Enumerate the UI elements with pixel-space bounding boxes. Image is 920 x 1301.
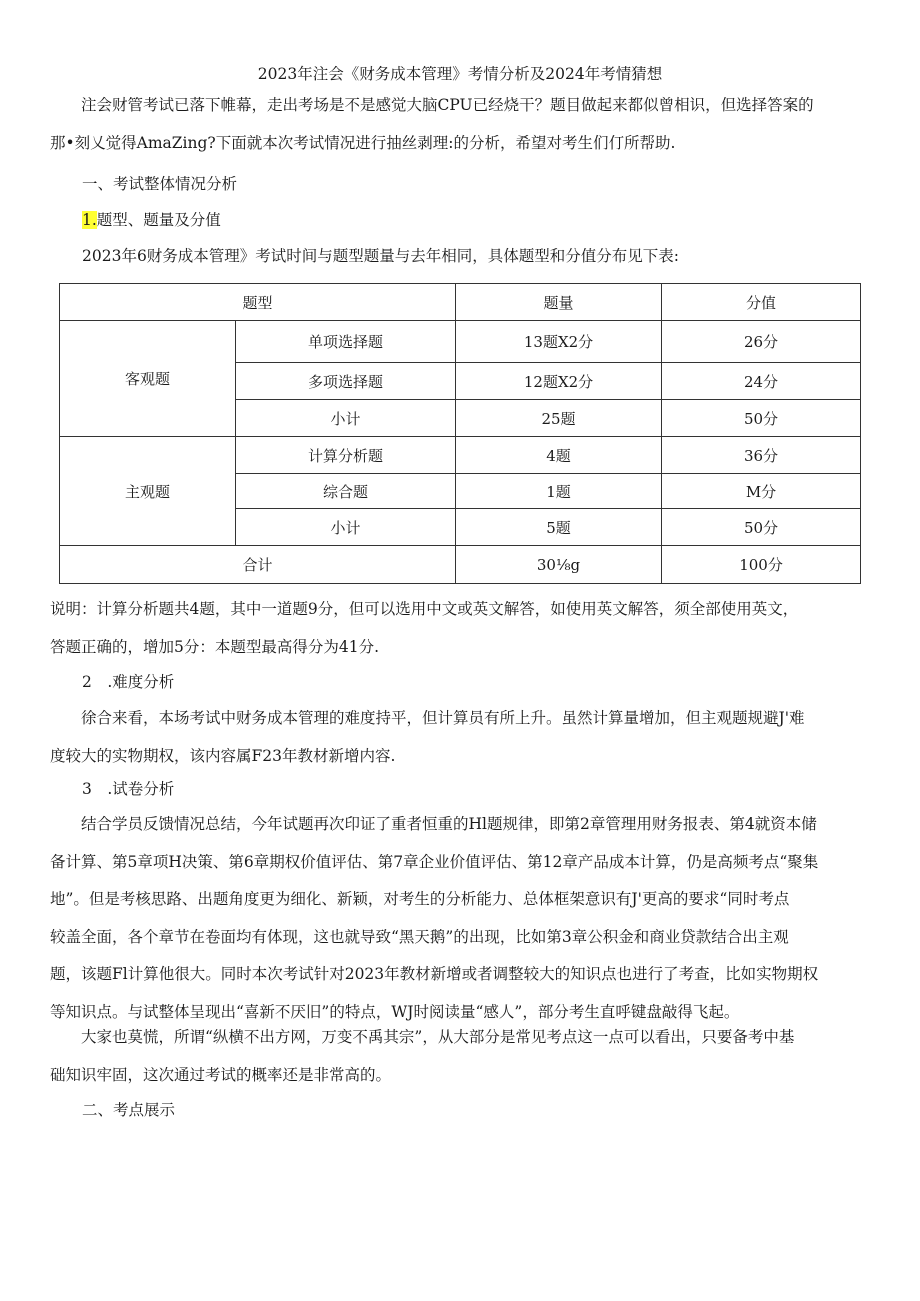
group-subjective: 主观题 bbox=[60, 437, 236, 546]
row-count: 13题X2分 bbox=[456, 321, 662, 363]
subheading-3: 3 .试卷分析 bbox=[82, 780, 175, 798]
note-line-2: 答题正确的，增加5分：本题型最高得分为41分. bbox=[50, 637, 380, 656]
row-count: 4题 bbox=[456, 437, 662, 474]
row-label: 单项选择题 bbox=[236, 321, 456, 363]
subheading-1 bbox=[82, 208, 221, 230]
closing-line-2: 础知识牢固，这次通过考试的概率还是非常高的。 bbox=[50, 1065, 392, 1084]
header-count: 题量 bbox=[456, 284, 662, 321]
analysis-line-4: 较盖全面，各个章节在卷面均有体现，这也就导致“黑天鹅”的出现，比如第3章公积金和商业贷款结合出主观 bbox=[50, 927, 789, 946]
note-line-1: 说明：计算分析题共4题，其中一道题9分，但可以选用中文或英文解答，如使用英文解答，须全部使用英文， bbox=[50, 600, 799, 618]
subheading-2: 2 .难度分析 bbox=[82, 673, 175, 691]
table-row bbox=[60, 437, 861, 474]
total-score: 100分 bbox=[662, 546, 861, 584]
row-label: 综合题 bbox=[236, 474, 456, 509]
header-score: 分值 bbox=[662, 284, 861, 321]
row-score: 50分 bbox=[662, 400, 861, 437]
subheading-1-description: 2023年6财务成本管理》考试时间与题型题量与去年相同，具体题型和分值分布见下表: bbox=[82, 247, 680, 265]
subheading-1-number: 1. bbox=[82, 211, 97, 229]
intro-line-1: 注会财管考试已落下帷幕，走出考场是不是感觉大脑CPU已经烧干？题目做起来都似曾相识，但选择答案的 bbox=[81, 96, 814, 114]
analysis-line-2: 备计算、第5章项H决策、第6章期权价值评估、第7章企业价值评估、第12章产品成本计算，仍是高频考点“聚集 bbox=[50, 852, 819, 871]
row-count: 1题 bbox=[456, 474, 662, 509]
row-count: 5题 bbox=[456, 509, 662, 546]
row-score: 36分 bbox=[662, 437, 861, 474]
intro-paragraph bbox=[50, 87, 876, 162]
analysis-line-5: 题，该题Fl计算他很大。同时本次考试针对2023年教材新增或者调整较大的知识点也进行了考查，比如实物期权 bbox=[50, 965, 819, 983]
group-objective: 客观题 bbox=[60, 321, 236, 437]
analysis-line-3: 地”。但是考核思路、出题角度更为细化、新颖，对考生的分析能力、总体框架意识有J'更高的要求“同时考点 bbox=[50, 890, 790, 908]
analysis-line-6: 等知识点。与试整体呈现出“喜新不厌旧”的特点，WJ时阅读量“感人”，部分考生直呼键盘敲得飞起。 bbox=[50, 1002, 740, 1021]
row-score: 50分 bbox=[662, 509, 861, 546]
total-count: 30⅛g bbox=[456, 546, 662, 584]
note-paragraph bbox=[50, 591, 876, 666]
exam-structure-table bbox=[59, 283, 861, 584]
closing-paragraph bbox=[50, 1019, 876, 1094]
difficulty-paragraph bbox=[50, 700, 876, 775]
header-type: 题型 bbox=[60, 284, 456, 321]
subheading-1-text: 题型、题量及分值 bbox=[96, 211, 221, 229]
row-count: 25题 bbox=[456, 400, 662, 437]
row-score: M分 bbox=[662, 474, 861, 509]
table-total-row bbox=[60, 546, 861, 584]
total-label: 合计 bbox=[60, 546, 456, 584]
row-count: 12题X2分 bbox=[456, 363, 662, 400]
table-header-row bbox=[60, 284, 861, 321]
document-title: 2023年注会《财务成本管理》考情分析及2024年考情猜想 bbox=[257, 65, 663, 83]
section-heading-2: 二、考点展示 bbox=[82, 1101, 176, 1119]
difficulty-line-2: 度较大的实物期权，该内容属F23年教材新增内容. bbox=[50, 746, 396, 765]
row-label: 计算分析题 bbox=[236, 437, 456, 474]
section-heading-1: 一、考试整体情况分析 bbox=[82, 175, 238, 193]
intro-line-2: 那•刻乂觉得AmaZing?下面就本次考试情况进行抽丝剥理:的分析，希望对考生们仃所帮助. bbox=[50, 133, 676, 152]
difficulty-line-1: 徐合来看，本场考试中财务成本管理的难度持平，但计算员有所上升。虽然计算量增加，但主观题规避J'难 bbox=[81, 709, 805, 727]
row-label: 小计 bbox=[236, 509, 456, 546]
row-score: 26分 bbox=[662, 321, 861, 363]
row-label: 多项选择题 bbox=[236, 363, 456, 400]
row-label: 小计 bbox=[236, 400, 456, 437]
analysis-line-1: 结合学员反馈情况总结，今年试题再次印证了重者恒重的Hl题规律，即第2章管理用财务报表、第4就资本储 bbox=[81, 815, 817, 833]
closing-line-1: 大家也莫慌，所谓“纵横不出方网，万变不禹其宗”，从大部分是常见考点这一点可以看出，只要备考中基 bbox=[81, 1028, 795, 1046]
row-score: 24分 bbox=[662, 363, 861, 400]
table-row bbox=[60, 321, 861, 363]
analysis-paragraph bbox=[50, 806, 876, 1031]
